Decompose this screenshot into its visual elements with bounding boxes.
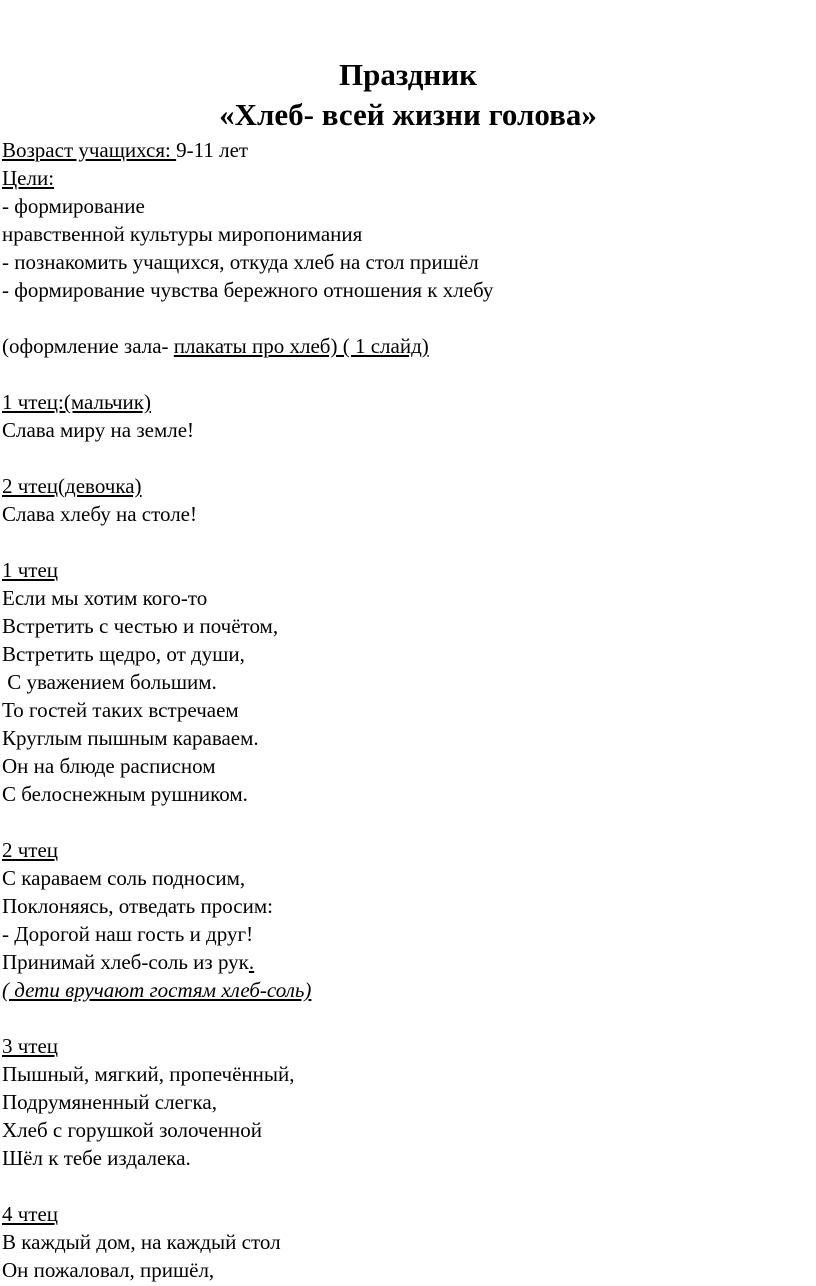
verse-line: С караваем соль подносим,: [2, 866, 246, 890]
decor-underlined: плакаты про хлеб) ( 1 слайд): [173, 334, 429, 358]
decor-line: [2, 332, 429, 360]
decor-prefix: (оформление зала-: [2, 334, 174, 358]
age-line: [2, 136, 248, 164]
stage-direction: ( дети вручают гостям хлеб-соль): [2, 978, 312, 1002]
verse-line: С белоснежным рушником.: [2, 782, 248, 806]
verse-line: Встретить с честью и почётом,: [2, 614, 279, 638]
title-line-2: «Хлеб- всей жизни голова»: [219, 97, 597, 132]
speaker-label: 3 чтец: [2, 1034, 59, 1058]
goal-item: - формирование: [2, 194, 145, 218]
verse-line: - Дорогой наш гость и друг!: [2, 922, 254, 946]
verse-line: [2, 948, 254, 976]
goal-item: нравственной культуры миропонимания: [2, 222, 363, 246]
verse-line: С уважением большим.: [2, 670, 217, 694]
verse-line-tail: .: [248, 950, 255, 974]
verse-line: Встретить щедро, от души,: [2, 642, 245, 666]
speaker-label: 1 чтец:(мальчик): [2, 390, 151, 414]
verse-line: Если мы хотим кого-то: [2, 586, 208, 610]
goal-item: - познакомить учащихся, откуда хлеб на стол пришёл: [2, 250, 479, 274]
verse-line: Шёл к тебе издалека.: [2, 1146, 191, 1170]
speaker-label: 4 чтец: [2, 1202, 59, 1226]
verse-line: Он пожаловал, пришёл,: [2, 1258, 215, 1282]
age-value: 9-11 лет: [176, 138, 249, 162]
verse-line: То гостей таких встречаем: [2, 698, 239, 722]
verse-line: Он на блюде расписном: [2, 754, 216, 778]
verse-line: Подрумяненный слегка,: [2, 1090, 217, 1114]
goal-item: - формирование чувства бережного отношения к хлебу: [2, 278, 494, 302]
verse-line: Поклоняясь, отведать просим:: [2, 894, 273, 918]
verse-line: Слава хлебу на столе!: [2, 502, 197, 526]
verse-line: Слава миру на земле!: [2, 418, 195, 442]
verse-line: В каждый дом, на каждый стол: [2, 1230, 281, 1254]
verse-line: Круглым пышным караваем.: [2, 726, 259, 750]
title-line-1: Праздник: [338, 57, 478, 92]
verse-line: Пышный, мягкий, пропечённый,: [2, 1062, 295, 1086]
verse-line-text: Принимай хлеб-соль из рук: [2, 950, 249, 974]
speaker-label: 2 чтец: [2, 838, 59, 862]
speaker-label: 1 чтец: [2, 558, 59, 582]
age-label: Возраст учащихся:: [2, 138, 177, 162]
speaker-label: 2 чтец(девочка): [2, 474, 142, 498]
goals-label: Цели:: [2, 166, 55, 190]
verse-line: Хлеб с горушкой золоченной: [2, 1118, 263, 1142]
